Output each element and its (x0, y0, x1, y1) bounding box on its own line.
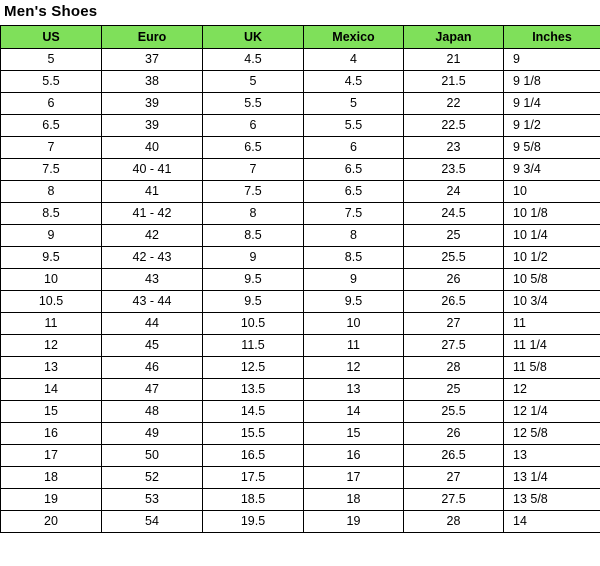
cell-mexico: 6.5 (304, 181, 404, 203)
column-header-mexico: Mexico (304, 26, 404, 49)
column-header-japan: Japan (404, 26, 504, 49)
cell-us: 5 (1, 49, 102, 71)
cell-japan: 25 (404, 379, 504, 401)
cell-uk: 12.5 (203, 357, 304, 379)
cell-inches: 10 1/2 (504, 247, 600, 269)
cell-us: 18 (1, 467, 102, 489)
table-row (1, 247, 600, 269)
cell-mexico: 11 (304, 335, 404, 357)
cell-us: 13 (1, 357, 102, 379)
table-row (1, 489, 600, 511)
cell-japan: 27 (404, 467, 504, 489)
cell-japan: 26.5 (404, 445, 504, 467)
cell-inches: 9 3/4 (504, 159, 600, 181)
cell-uk: 7.5 (203, 181, 304, 203)
table-header (1, 26, 600, 49)
cell-inches: 10 1/4 (504, 225, 600, 247)
cell-euro: 40 (102, 137, 203, 159)
table-row (1, 467, 600, 489)
cell-us: 9 (1, 225, 102, 247)
cell-mexico: 16 (304, 445, 404, 467)
cell-us: 7.5 (1, 159, 102, 181)
cell-euro: 53 (102, 489, 203, 511)
cell-japan: 26 (404, 269, 504, 291)
cell-inches: 11 (504, 313, 600, 335)
cell-euro: 50 (102, 445, 203, 467)
cell-euro: 46 (102, 357, 203, 379)
cell-inches: 13 5/8 (504, 489, 600, 511)
cell-mexico: 9.5 (304, 291, 404, 313)
cell-us: 11 (1, 313, 102, 335)
cell-inches: 9 5/8 (504, 137, 600, 159)
cell-uk: 19.5 (203, 511, 304, 533)
cell-japan: 22 (404, 93, 504, 115)
cell-euro: 52 (102, 467, 203, 489)
table-row (1, 159, 600, 181)
cell-uk: 10.5 (203, 313, 304, 335)
cell-mexico: 17 (304, 467, 404, 489)
cell-euro: 43 - 44 (102, 291, 203, 313)
table-row (1, 49, 600, 71)
cell-mexico: 4.5 (304, 71, 404, 93)
cell-us: 5.5 (1, 71, 102, 93)
table-row (1, 401, 600, 423)
cell-japan: 26.5 (404, 291, 504, 313)
cell-mexico: 14 (304, 401, 404, 423)
cell-mexico: 9 (304, 269, 404, 291)
cell-us: 19 (1, 489, 102, 511)
cell-mexico: 6.5 (304, 159, 404, 181)
cell-japan: 28 (404, 357, 504, 379)
cell-us: 12 (1, 335, 102, 357)
cell-mexico: 7.5 (304, 203, 404, 225)
cell-inches: 9 1/2 (504, 115, 600, 137)
bottom-spacer (0, 533, 600, 553)
column-header-inches: Inches (504, 26, 600, 49)
cell-japan: 21.5 (404, 71, 504, 93)
table-row (1, 225, 600, 247)
table-row (1, 445, 600, 467)
cell-us: 7 (1, 137, 102, 159)
column-header-euro: Euro (102, 26, 203, 49)
cell-inches: 12 5/8 (504, 423, 600, 445)
table-row (1, 93, 600, 115)
cell-japan: 24.5 (404, 203, 504, 225)
table-row (1, 291, 600, 313)
cell-us: 10 (1, 269, 102, 291)
column-header-uk: UK (203, 26, 304, 49)
cell-uk: 9 (203, 247, 304, 269)
cell-inches: 12 (504, 379, 600, 401)
table-row (1, 203, 600, 225)
cell-euro: 44 (102, 313, 203, 335)
cell-euro: 39 (102, 93, 203, 115)
cell-japan: 25.5 (404, 247, 504, 269)
cell-uk: 13.5 (203, 379, 304, 401)
cell-inches: 11 5/8 (504, 357, 600, 379)
cell-japan: 25 (404, 225, 504, 247)
cell-us: 8 (1, 181, 102, 203)
cell-uk: 4.5 (203, 49, 304, 71)
cell-mexico: 10 (304, 313, 404, 335)
cell-euro: 54 (102, 511, 203, 533)
cell-euro: 37 (102, 49, 203, 71)
cell-mexico: 5.5 (304, 115, 404, 137)
table-row (1, 423, 600, 445)
cell-japan: 24 (404, 181, 504, 203)
cell-uk: 6.5 (203, 137, 304, 159)
cell-mexico: 5 (304, 93, 404, 115)
cell-uk: 8.5 (203, 225, 304, 247)
table-row (1, 137, 600, 159)
cell-inches: 13 (504, 445, 600, 467)
cell-japan: 23 (404, 137, 504, 159)
cell-japan: 22.5 (404, 115, 504, 137)
cell-inches: 11 1/4 (504, 335, 600, 357)
cell-euro: 49 (102, 423, 203, 445)
cell-japan: 26 (404, 423, 504, 445)
cell-us: 6 (1, 93, 102, 115)
cell-us: 20 (1, 511, 102, 533)
table-row (1, 511, 600, 533)
page-title: Men's Shoes (4, 3, 98, 20)
cell-mexico: 15 (304, 423, 404, 445)
cell-uk: 6 (203, 115, 304, 137)
cell-uk: 11.5 (203, 335, 304, 357)
cell-mexico: 8 (304, 225, 404, 247)
cell-mexico: 18 (304, 489, 404, 511)
table-row (1, 335, 600, 357)
cell-uk: 8 (203, 203, 304, 225)
cell-euro: 40 - 41 (102, 159, 203, 181)
cell-inches: 9 1/8 (504, 71, 600, 93)
cell-japan: 23.5 (404, 159, 504, 181)
cell-inches: 14 (504, 511, 600, 533)
cell-us: 9.5 (1, 247, 102, 269)
cell-japan: 27 (404, 313, 504, 335)
cell-mexico: 8.5 (304, 247, 404, 269)
table-row (1, 313, 600, 335)
cell-mexico: 6 (304, 137, 404, 159)
cell-inches: 9 1/4 (504, 93, 600, 115)
cell-euro: 38 (102, 71, 203, 93)
cell-uk: 7 (203, 159, 304, 181)
cell-uk: 9.5 (203, 269, 304, 291)
cell-euro: 43 (102, 269, 203, 291)
cell-us: 10.5 (1, 291, 102, 313)
cell-uk: 17.5 (203, 467, 304, 489)
cell-euro: 45 (102, 335, 203, 357)
cell-inches: 13 1/4 (504, 467, 600, 489)
table-header-row (1, 26, 600, 49)
cell-inches: 10 (504, 181, 600, 203)
cell-japan: 21 (404, 49, 504, 71)
cell-inches: 9 (504, 49, 600, 71)
cell-euro: 42 - 43 (102, 247, 203, 269)
table-row (1, 71, 600, 93)
cell-uk: 18.5 (203, 489, 304, 511)
cell-japan: 27.5 (404, 335, 504, 357)
cell-mexico: 19 (304, 511, 404, 533)
cell-us: 15 (1, 401, 102, 423)
table-row (1, 181, 600, 203)
cell-mexico: 12 (304, 357, 404, 379)
cell-euro: 41 - 42 (102, 203, 203, 225)
cell-euro: 41 (102, 181, 203, 203)
cell-uk: 9.5 (203, 291, 304, 313)
cell-japan: 27.5 (404, 489, 504, 511)
cell-japan: 28 (404, 511, 504, 533)
cell-japan: 25.5 (404, 401, 504, 423)
cell-mexico: 13 (304, 379, 404, 401)
cell-uk: 5.5 (203, 93, 304, 115)
cell-inches: 12 1/4 (504, 401, 600, 423)
shoe-size-table (0, 25, 600, 533)
cell-us: 8.5 (1, 203, 102, 225)
column-header-us: US (1, 26, 102, 49)
cell-inches: 10 3/4 (504, 291, 600, 313)
cell-uk: 5 (203, 71, 304, 93)
table-row (1, 379, 600, 401)
cell-us: 17 (1, 445, 102, 467)
cell-euro: 39 (102, 115, 203, 137)
table-row (1, 115, 600, 137)
cell-inches: 10 1/8 (504, 203, 600, 225)
cell-euro: 48 (102, 401, 203, 423)
table-body (1, 49, 600, 533)
cell-uk: 15.5 (203, 423, 304, 445)
cell-uk: 14.5 (203, 401, 304, 423)
cell-us: 16 (1, 423, 102, 445)
table-row (1, 269, 600, 291)
cell-inches: 10 5/8 (504, 269, 600, 291)
cell-euro: 42 (102, 225, 203, 247)
cell-euro: 47 (102, 379, 203, 401)
cell-mexico: 4 (304, 49, 404, 71)
cell-us: 6.5 (1, 115, 102, 137)
cell-us: 14 (1, 379, 102, 401)
table-row (1, 357, 600, 379)
cell-uk: 16.5 (203, 445, 304, 467)
